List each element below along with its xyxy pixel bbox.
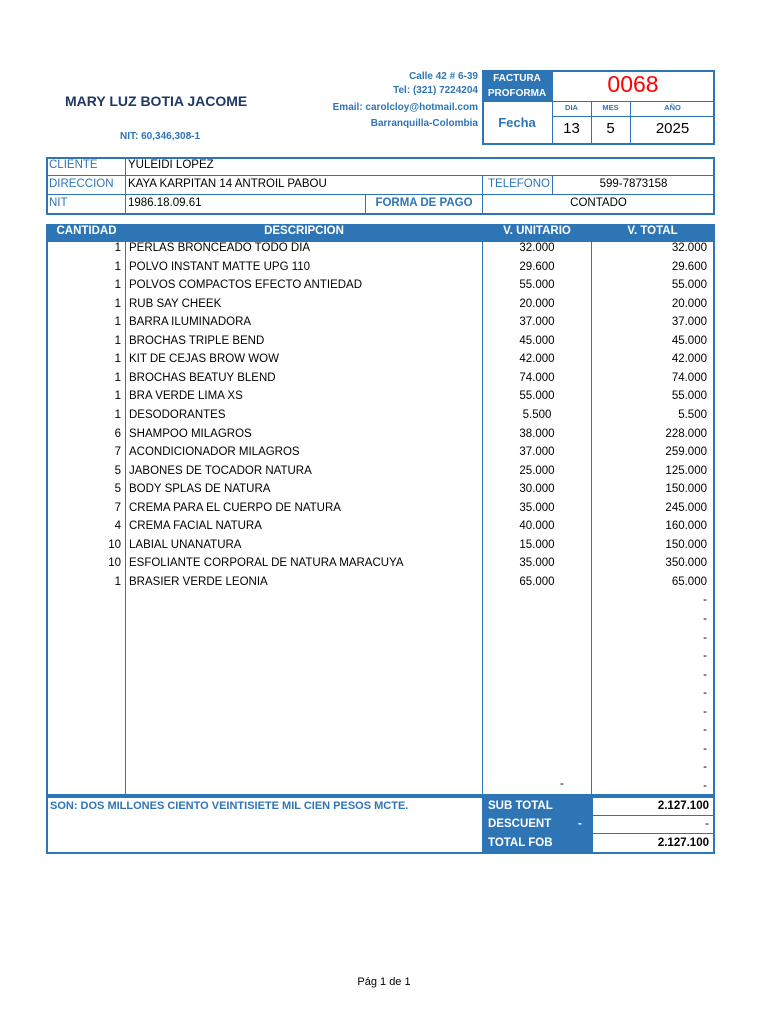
divider (592, 815, 715, 816)
cell-cantidad: 1 (114, 353, 121, 366)
direccion-value: KAYA KARPITAN 14 ANTROIL PABOU (128, 178, 327, 190)
telefono-value: 599-7873158 (599, 178, 668, 190)
cell-v-unitario: 42.000 (519, 353, 555, 366)
cell-v-total: - (703, 594, 707, 607)
document-type-line2: PROFORMA (487, 88, 547, 99)
table-row (0, 390, 768, 409)
cell-v-unitario: 65.000 (519, 575, 555, 588)
cell-descripcion: DESODORANTES (129, 408, 226, 421)
cell-descripcion: KIT DE CEJAS BROW WOW (129, 353, 279, 366)
cell-v-unitario: 5.500 (522, 408, 552, 421)
cell-cantidad: 1 (114, 242, 121, 254)
table-row (0, 632, 768, 651)
cell-descripcion: BRASIER VERDE LEONIA (129, 575, 268, 588)
ano-label: AÑO (664, 103, 681, 112)
cell-descripcion: JABONES DE TOCADOR NATURA (129, 464, 312, 477)
cell-cantidad: 1 (114, 575, 121, 588)
header-v-unitario: V. UNITARIO (503, 225, 571, 237)
cell-v-unitario: 40.000 (519, 520, 555, 533)
company-address: Calle 42 # 6-39 (409, 71, 478, 82)
cell-descripcion: BROCHAS TRIPLE BEND (129, 334, 265, 347)
table-row (0, 724, 768, 743)
ano-value: 2025 (655, 120, 690, 137)
company-city: Barranquilla-Colombia (370, 118, 478, 129)
cell-v-total: - (703, 650, 707, 663)
cell-cantidad: 7 (114, 501, 121, 514)
telefono-label: TELEFONO (488, 178, 550, 190)
cell-v-total: 32.000 (671, 242, 707, 254)
table-row (0, 613, 768, 632)
cell-v-total: 29.600 (671, 260, 707, 273)
table-row (0, 576, 768, 595)
dia-value: 13 (563, 120, 580, 137)
divider (125, 157, 126, 215)
divider (482, 175, 483, 215)
cell-cantidad: 1 (114, 297, 121, 310)
table-row (0, 669, 768, 688)
cell-v-total: 350.000 (665, 557, 707, 570)
cell-cantidad: 6 (114, 427, 121, 440)
cell-v-unitario: 74.000 (519, 371, 555, 384)
cell-v-total: - (703, 668, 707, 681)
cell-v-total: - (703, 779, 707, 792)
descuento-label-text: DESCUENT (488, 818, 552, 830)
cell-v-total: 20.000 (671, 297, 707, 310)
cell-cantidad: 4 (114, 520, 121, 533)
forma-pago-label: FORMA DE PAGO (375, 197, 473, 209)
cell-v-total: 65.000 (671, 575, 707, 588)
cell-v-total: 45.000 (671, 334, 707, 347)
table-row (0, 446, 768, 465)
divider (592, 833, 715, 834)
cell-v-total: 150.000 (665, 538, 707, 551)
cell-cantidad: 10 (108, 538, 121, 551)
cell-cantidad: 5 (114, 464, 121, 477)
table-row (0, 372, 768, 391)
company-name: MARY LUZ BOTIA JACOME (65, 93, 248, 109)
divider (592, 852, 715, 854)
cell-cantidad: 1 (114, 279, 121, 292)
cell-descripcion: BRA VERDE LIMA XS (129, 390, 243, 403)
divider (592, 796, 593, 854)
table-row (0, 353, 768, 372)
cell-v-total: - (703, 631, 707, 644)
table-row (0, 743, 768, 762)
cell-descripcion: BARRA ILUMINADORA (129, 316, 252, 329)
cell-descripcion: BODY SPLAS DE NATURA (129, 483, 271, 496)
cell-descripcion: LABIAL UNANATURA (129, 538, 242, 551)
table-row (0, 520, 768, 539)
cell-cantidad: 1 (114, 334, 121, 347)
cell-cantidad: 1 (114, 260, 121, 273)
company-nit: NIT: 60,346,308-1 (120, 131, 201, 142)
divider (46, 175, 715, 176)
fecha-label: Fecha (498, 115, 536, 130)
cell-v-unitario: 32.000 (519, 242, 555, 254)
cliente-label: CLIENTE (49, 159, 98, 171)
cell-v-total: 55.000 (671, 390, 707, 403)
mes-label: MES (602, 103, 619, 112)
nit-value: 1986.18.09.61 (128, 197, 202, 209)
cell-cantidad: 5 (114, 483, 121, 496)
cell-descripcion: RUB SAY CHEEK (129, 297, 222, 310)
header-v-total: V. TOTAL (627, 225, 678, 237)
table-row (0, 298, 768, 317)
cell-descripcion: CREMA PARA EL CUERPO DE NATURA (129, 501, 341, 514)
company-email: Email: carolcloy@hotmail.com (332, 102, 478, 113)
cell-descripcion: SHAMPOO MILAGROS (129, 427, 252, 440)
cell-v-total: 245.000 (665, 501, 707, 514)
cell-descripcion: CREMA FACIAL NATURA (129, 520, 262, 533)
cell-v-unitario: 55.000 (519, 279, 555, 292)
cell-cantidad: 10 (108, 557, 121, 570)
nit-label: NIT (49, 197, 68, 209)
divider (552, 116, 715, 117)
table-row (0, 261, 768, 280)
cell-v-total: - (703, 613, 707, 625)
cell-v-unitario: 25.000 (519, 464, 555, 477)
cell-v-total: 5.500 (678, 408, 707, 421)
header-cantidad: CANTIDAD (56, 225, 117, 237)
cell-v-total: 150.000 (665, 483, 707, 496)
cell-v-total: 125.000 (665, 464, 707, 477)
table-row (0, 557, 768, 576)
table-row (0, 316, 768, 335)
cell-v-unitario: 29.600 (519, 260, 555, 273)
subtotal-value: 2.127.100 (657, 800, 709, 812)
cell-v-unitario: 37.000 (519, 446, 555, 459)
total-value: 2.127.100 (657, 837, 709, 849)
cell-v-unitario: 55.000 (519, 390, 555, 403)
cell-descripcion: ESFOLIANTE CORPORAL DE NATURA MARACUYA (129, 557, 404, 570)
cliente-value: YULEIDI LOPEZ (128, 159, 214, 171)
cell-cantidad: 1 (114, 316, 121, 329)
document-type-line1: FACTURA (493, 73, 541, 84)
table-row (0, 594, 768, 613)
cell-v-unitario: 20.000 (519, 297, 555, 310)
cell-descripcion: ACONDICIONADOR MILAGROS (129, 446, 300, 459)
cell-v-unitario: 38.000 (519, 427, 555, 440)
table-row (0, 706, 768, 725)
table-row (0, 409, 768, 428)
cell-descripcion: PERLAS BRONCEADO TODO DIA (129, 242, 311, 254)
divider (46, 194, 715, 195)
cell-cantidad: 7 (114, 446, 121, 459)
cell-descripcion: POLVO INSTANT MATTE UPG 110 (129, 260, 311, 273)
subtotal-label: SUB TOTAL (482, 797, 592, 816)
direccion-label: DIRECCION (49, 178, 114, 190)
page-number: Pág 1 de 1 (357, 976, 411, 988)
descuento-label (482, 815, 592, 834)
table-row (0, 687, 768, 706)
cell-v-total: 55.000 (671, 279, 707, 292)
table-row (0, 465, 768, 484)
cell-v-total: - (703, 705, 707, 718)
cell-v-unitario: 37.000 (519, 316, 555, 329)
company-phone: Tel: (321) 7224204 (393, 85, 478, 96)
table-row (0, 502, 768, 521)
table-row (0, 650, 768, 669)
cell-descripcion: BROCHAS BEATUY BLEND (129, 371, 276, 384)
cell-v-total: - (703, 724, 707, 737)
divider (482, 101, 715, 102)
cell-v-unitario: 30.000 (519, 483, 555, 496)
cell-cantidad: 1 (114, 408, 121, 421)
descuento-dash: - (578, 818, 582, 830)
cell-v-total: 228.000 (665, 427, 707, 440)
cell-v-unitario: 15.000 (519, 538, 555, 551)
cell-cantidad: 1 (114, 371, 121, 384)
cell-v-total: 259.000 (665, 446, 707, 459)
cell-cantidad: 1 (114, 390, 121, 403)
cell-v-total: - (703, 761, 707, 774)
header-descripcion: DESCRIPCION (264, 225, 344, 237)
amount-in-words: SON: DOS MILLONES CIENTO VEINTISIETE MIL CIEN PESOS MCTE. (50, 800, 409, 812)
table-row (0, 539, 768, 558)
table-row (0, 483, 768, 502)
table-row (0, 335, 768, 354)
mes-value: 5 (606, 120, 615, 137)
table-row (0, 428, 768, 447)
forma-pago-value: CONTADO (570, 197, 627, 209)
descuento-value: - (705, 818, 709, 830)
cell-v-total: 42.000 (671, 353, 707, 366)
table-row (0, 761, 768, 780)
last-unit-dash: - (560, 778, 564, 790)
table-row (0, 242, 768, 261)
cell-v-total: 74.000 (671, 371, 707, 384)
cell-v-total: 160.000 (665, 520, 707, 533)
cell-v-unitario: 35.000 (519, 501, 555, 514)
table-row (0, 279, 768, 298)
total-label: TOTAL FOB (482, 834, 592, 853)
cell-v-total: 37.000 (671, 316, 707, 329)
cell-v-total: - (703, 687, 707, 700)
cell-v-unitario: 35.000 (519, 557, 555, 570)
cell-v-total: - (703, 742, 707, 755)
invoice-number: 0068 (607, 71, 659, 97)
document-type-label (482, 70, 552, 102)
cell-v-unitario: 45.000 (519, 334, 555, 347)
cell-descripcion: POLVOS COMPACTOS EFECTO ANTIEDAD (129, 279, 363, 292)
dia-label: DIA (565, 103, 578, 112)
